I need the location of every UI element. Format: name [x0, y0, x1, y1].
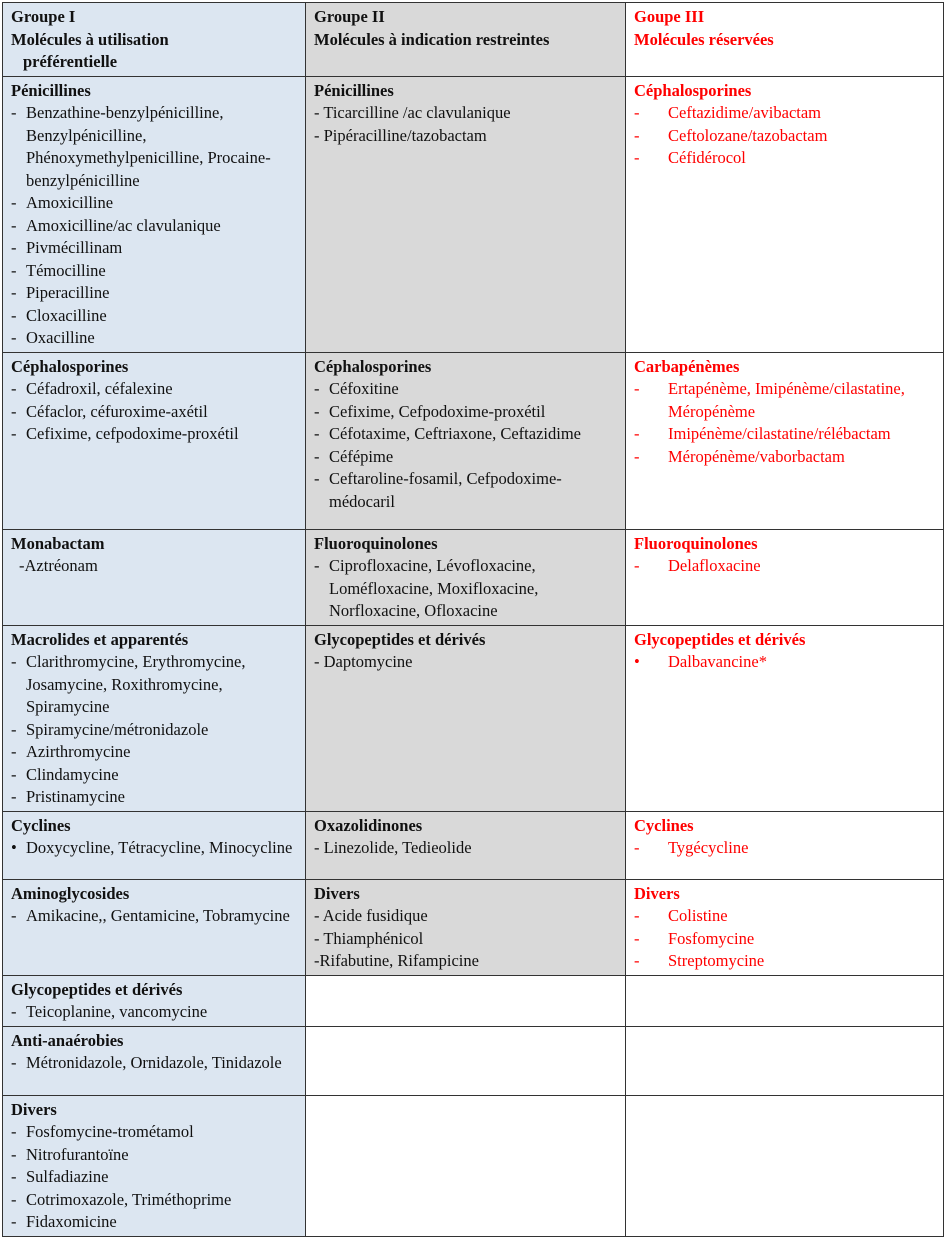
drug-list: [314, 378, 618, 513]
category-title: Cyclines: [11, 815, 71, 835]
antibiotic-groups-table: [2, 2, 944, 1237]
group-1-subtitle: Molécules à utilisation: [11, 29, 169, 49]
list-item: - Cloxacilline: [11, 305, 298, 328]
cell-group-1: [3, 1026, 306, 1095]
cell-empty: [626, 975, 944, 1026]
group-2-title: Groupe II: [314, 7, 385, 26]
list-item: • Doxycycline, Tétracycline, Minocycline: [11, 837, 298, 860]
cell-group-1: [3, 1095, 306, 1236]
drug-list: [11, 905, 298, 928]
group-2-subtitle: Molécules à indication restreintes: [314, 29, 550, 49]
drug-list: [634, 378, 936, 468]
table-row: [3, 1095, 944, 1236]
list-item: - Daptomycine: [314, 652, 413, 671]
list-item: • Dalbavancine*: [634, 651, 936, 674]
category-title: Glycopeptides et dérivés: [314, 629, 486, 649]
table-row: [3, 529, 944, 625]
table-row: [3, 625, 944, 811]
list-item: - Ceftolozane/tazobactam: [634, 125, 936, 148]
drug-list: [314, 651, 618, 674]
drug-list: [11, 1001, 298, 1024]
list-item: - Pristinamycine: [11, 786, 298, 809]
drug-list: [11, 1121, 298, 1234]
cell-group-1: [3, 811, 306, 879]
category-title: Fluoroquinolones: [634, 533, 758, 553]
category-title: Divers: [634, 883, 680, 903]
list-item: - Ertapénème, Imipénème/cilastatine, Méropénème: [634, 378, 936, 423]
list-item: - Delafloxacine: [634, 555, 936, 578]
list-item: - Teicoplanine, vancomycine: [11, 1001, 298, 1024]
drug-list: [634, 555, 936, 578]
cell-empty: [626, 1095, 944, 1236]
list-item: - Cefixime, Cefpodoxime-proxétil: [314, 401, 618, 424]
list-item: - Colistine: [634, 905, 936, 928]
category-title: Divers: [314, 883, 360, 903]
category-title: Pénicillines: [11, 80, 91, 100]
list-item: - Tygécycline: [634, 837, 936, 860]
list-item: - Céfaclor, céfuroxime-axétil: [11, 401, 298, 424]
cell-group-3: [626, 529, 944, 625]
list-item: - Céfoxitine: [314, 378, 618, 401]
category-title: Macrolides et apparentés: [11, 629, 189, 649]
cell-group-1: [3, 352, 306, 529]
drug-list: [634, 905, 936, 973]
category-title: Cyclines: [634, 815, 694, 835]
drug-list: [11, 378, 298, 446]
list-item: - Pipéracilline/tazobactam: [314, 125, 487, 145]
list-item: - Ceftaroline-fosamil, Cefpodoxime-médocaril: [314, 468, 618, 513]
list-item: - Pivmécillinam: [11, 237, 298, 260]
table-row: [3, 76, 944, 352]
list-item: -Rifabutine, Rifampicine: [314, 951, 479, 970]
list-item: - Témocilline: [11, 260, 298, 283]
category-title: Divers: [11, 1099, 57, 1119]
list-item: - Méropénème/vaborbactam: [634, 446, 936, 469]
drug-list: [11, 102, 298, 350]
list-item: - Métronidazole, Ornidazole, Tinidazole: [11, 1052, 298, 1075]
drug-list: [314, 837, 618, 860]
drug-list: [634, 837, 936, 860]
table-row: [3, 975, 944, 1026]
list-item: - Piperacilline: [11, 282, 298, 305]
drug-list: [11, 651, 298, 809]
list-item: - Céfadroxil, céfalexine: [11, 378, 298, 401]
list-item: - Sulfadiazine: [11, 1166, 298, 1189]
drug-list: [314, 555, 618, 623]
cell-group-1: [3, 529, 306, 625]
list-item: - Clarithromycine, Erythromycine, Josamycine, Roxithromycine, Spiramycine: [11, 651, 298, 719]
cell-group-2: [306, 352, 626, 529]
cell-group-2: [306, 76, 626, 352]
cell-group-2: [306, 811, 626, 879]
cell-group-3: [626, 879, 944, 975]
cell-group-1: [3, 76, 306, 352]
list-item: - Amoxicilline/ac clavulanique: [11, 215, 298, 238]
list-item: - Streptomycine: [634, 950, 936, 973]
header-group-2: [306, 3, 626, 77]
cell-group-2: [306, 529, 626, 625]
category-title: Fluoroquinolones: [314, 533, 438, 553]
list-item: - Cefixime, cefpodoxime-proxétil: [11, 423, 298, 446]
cell-group-2: [306, 625, 626, 811]
cell-group-3: [626, 811, 944, 879]
list-item: - Fosfomycine-trométamol: [11, 1121, 298, 1144]
category-title: Céphalosporines: [634, 80, 752, 100]
cell-group-3: [626, 352, 944, 529]
cell-empty: [306, 1026, 626, 1095]
category-title: Anti-anaérobies: [11, 1030, 124, 1050]
cell-group-3: [626, 76, 944, 352]
category-title: Glycopeptides et dérivés: [634, 629, 806, 649]
category-title: Carbapénèmes: [634, 356, 740, 376]
list-item: - Linezolide, Tedieolide: [314, 838, 472, 857]
drug-list: [11, 837, 298, 860]
category-title: Aminoglycosides: [11, 883, 130, 903]
category-title: Oxazolidinones: [314, 815, 423, 835]
category-title: Pénicillines: [314, 80, 394, 100]
list-item: - Nitrofurantoïne: [11, 1144, 298, 1167]
list-item: - Benzathine-benzylpénicilline, Benzylpénicilline, Phénoxymethylpenicilline, Procaine-benzylpénicilline: [11, 102, 298, 192]
list-item: - Ceftazidime/avibactam: [634, 102, 936, 125]
list-item: - Amikacine,, Gentamicine, Tobramycine: [11, 905, 298, 928]
group-3-title: Goupe III: [634, 7, 705, 26]
category-title: Céphalosporines: [11, 356, 129, 376]
list-item: - Azirthromycine: [11, 741, 298, 764]
list-item: - Céfotaxime, Ceftriaxone, Ceftazidime: [314, 423, 618, 446]
cell-group-2: [306, 879, 626, 975]
category-title: Céphalosporines: [314, 356, 432, 376]
group-3-subtitle: Molécules réservées: [634, 29, 774, 49]
table-row: [3, 811, 944, 879]
list-item: - Céfépime: [314, 446, 618, 469]
list-item: -Aztréonam: [19, 556, 98, 575]
cell-empty: [306, 1095, 626, 1236]
drug-list: [314, 102, 618, 147]
list-item: - Clindamycine: [11, 764, 298, 787]
cell-group-1: [3, 975, 306, 1026]
header-group-3: [626, 3, 944, 77]
header-group-1: [3, 3, 306, 77]
table-row: [3, 1026, 944, 1095]
drug-list: [314, 905, 618, 973]
list-item: - Spiramycine/métronidazole: [11, 719, 298, 742]
list-item: - Ciprofloxacine, Lévofloxacine, Loméfloxacine, Moxifloxacine, Norfloxacine, Ofloxacine: [314, 555, 618, 623]
cell-empty: [306, 975, 626, 1026]
list-item: - Imipénème/cilastatine/rélébactam: [634, 423, 936, 446]
list-item: - Amoxicilline: [11, 192, 298, 215]
table-row: [3, 879, 944, 975]
header-row: [3, 3, 944, 77]
list-item: - Thiamphénicol: [314, 928, 424, 948]
list-item: - Fosfomycine: [634, 928, 936, 951]
list-item: - Acide fusidique: [314, 906, 428, 925]
cell-group-1: [3, 625, 306, 811]
drug-list: [11, 1052, 298, 1075]
list-item: - Ticarcilline /ac clavulanique: [314, 103, 511, 122]
cell-empty: [626, 1026, 944, 1095]
category-title: Glycopeptides et dérivés: [11, 979, 183, 999]
drug-list: [634, 102, 936, 170]
table-row: [3, 352, 944, 529]
cell-group-3: [626, 625, 944, 811]
list-item: - Oxacilline: [11, 327, 298, 350]
list-item: - Fidaxomicine: [11, 1211, 298, 1234]
group-1-subtitle-cont: préférentielle: [23, 52, 118, 71]
list-item: - Céfidérocol: [634, 147, 936, 170]
list-item: - Cotrimoxazole, Triméthoprime: [11, 1189, 298, 1212]
category-title: Monabactam: [11, 533, 105, 553]
cell-group-1: [3, 879, 306, 975]
group-1-title: Groupe I: [11, 7, 76, 26]
drug-list: [634, 651, 936, 674]
